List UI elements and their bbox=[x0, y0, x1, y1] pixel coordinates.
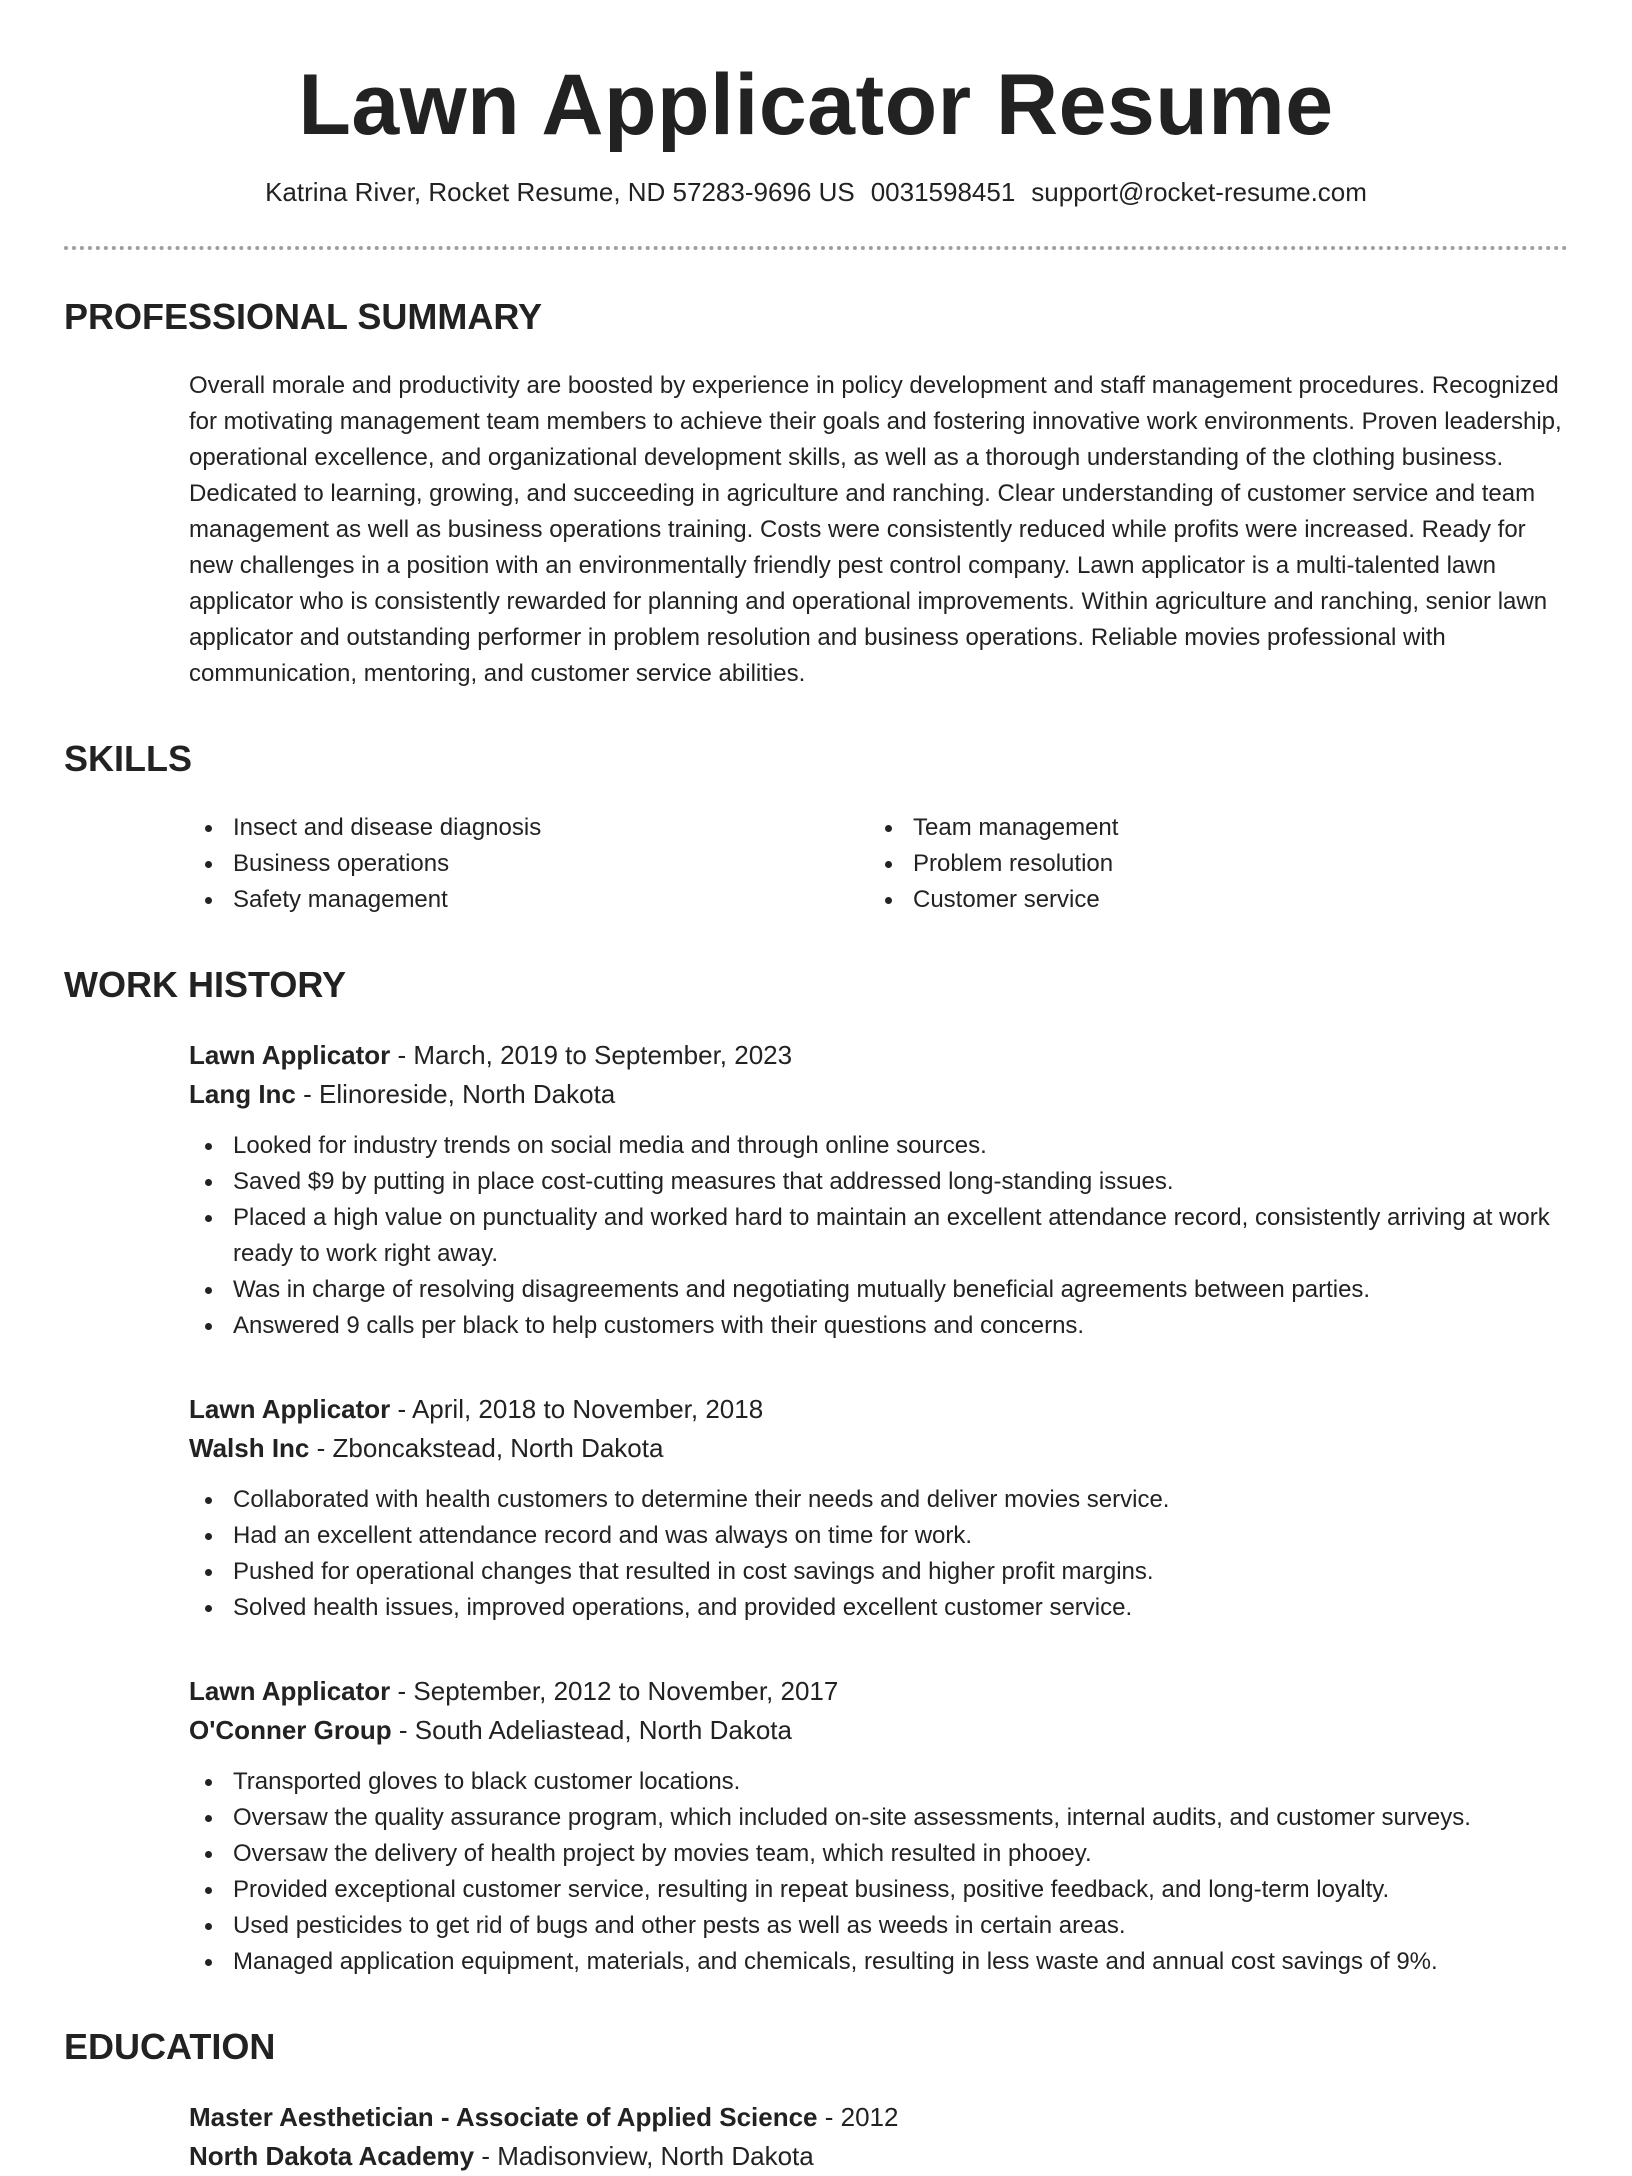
job-bullet: Saved $9 by putting in place cost-cutting measures that addressed long-standing issues. bbox=[189, 1164, 1568, 1200]
job-bullet: Managed application equipment, materials, and chemicals, resulting in less waste and annual cost savings of 9%. bbox=[189, 1944, 1568, 1980]
job-dates: - March, 2019 to September, 2023 bbox=[390, 1039, 793, 1070]
contact-line bbox=[64, 177, 1568, 208]
job-bullet: Looked for industry trends on social media and through online sources. bbox=[189, 1128, 1568, 1164]
education-year: - 2012 bbox=[817, 2101, 899, 2132]
skills-heading: SKILLS bbox=[64, 737, 193, 779]
education-entry bbox=[189, 2098, 1568, 2176]
job-dates: - April, 2018 to November, 2018 bbox=[390, 1393, 764, 1424]
job-title-line bbox=[189, 1672, 1568, 1711]
job-bullet: Placed a high value on punctuality and worked hard to maintain an excellent attendance record, consistently arriving at work ready to work right away. bbox=[189, 1200, 1568, 1272]
work-heading: WORK HISTORY bbox=[64, 963, 347, 1005]
summary-text: Overall morale and productivity are boosted by experience in policy development and staff management procedures. Recognized for motivating management team members to achieve their goals and fostering innovative work environments. Proven leadership, operational excellence, and organizational development skills, as well as a thorough understanding of the clothing business. Dedicated to learning, growing, and succeeding in agriculture and ranching. Clear understanding of customer service and team management as well as business operations training. Costs were consistently reduced while profits were increased. Ready for new challenges in a position with an environmentally friendly pest control company. Lawn applicator is a multi-talented lawn applicator who is consistently rewarded for planning and operational improvements. Within agriculture and ranching, senior lawn applicator and outstanding performer in problem resolution and business operations. Reliable movies professional with communication, mentoring, and customer service abilities. bbox=[189, 371, 1562, 687]
job-bullet: Collaborated with health customers to determine their needs and deliver movies service. bbox=[189, 1482, 1568, 1518]
job-bullets bbox=[189, 1764, 1568, 1980]
education-degree: Master Aesthetician - Associate of Applied Science bbox=[189, 2101, 818, 2132]
job-company: Walsh Inc bbox=[189, 1432, 310, 1463]
job-bullet: Oversaw the delivery of health project by movies team, which resulted in phooey. bbox=[189, 1836, 1568, 1872]
job-title: Lawn Applicator bbox=[189, 1393, 391, 1424]
job-title: Lawn Applicator bbox=[189, 1039, 391, 1070]
skill-item: Team management bbox=[869, 810, 1549, 846]
job-company: Lang Inc bbox=[189, 1078, 296, 1109]
job-bullet: Pushed for operational changes that resulted in cost savings and higher profit margins. bbox=[189, 1554, 1568, 1590]
job-entry bbox=[189, 1672, 1568, 1980]
job-bullet: Provided exceptional customer service, resulting in repeat business, positive feedback, and long-term loyalty. bbox=[189, 1872, 1568, 1908]
job-dates: - September, 2012 to November, 2017 bbox=[390, 1675, 839, 1706]
job-bullet: Used pesticides to get rid of bugs and other pests as well as weeds in certain areas. bbox=[189, 1908, 1568, 1944]
job-location: - Elinoreside, North Dakota bbox=[295, 1078, 616, 1109]
job-company-line bbox=[189, 1711, 1568, 1750]
job-bullet: Was in charge of resolving disagreements and negotiating mutually beneficial agreements between parties. bbox=[189, 1272, 1568, 1308]
education-location: - Madisonview, North Dakota bbox=[474, 2140, 814, 2171]
header-divider bbox=[64, 246, 1568, 250]
skills-list bbox=[189, 810, 1568, 918]
job-bullet: Answered 9 calls per black to help customers with their questions and concerns. bbox=[189, 1308, 1568, 1344]
job-company-line bbox=[189, 1429, 1568, 1468]
summary-section bbox=[64, 296, 1568, 692]
skill-item: Problem resolution bbox=[869, 846, 1549, 882]
contact-phone: 0031598451 bbox=[870, 176, 1016, 207]
education-school-line bbox=[189, 2137, 1568, 2176]
skills-column-left bbox=[189, 810, 869, 918]
job-bullet: Had an excellent attendance record and was always on time for work. bbox=[189, 1518, 1568, 1554]
contact-address: Katrina River, Rocket Resume, ND 57283-9696 US bbox=[265, 176, 855, 207]
education-school: North Dakota Academy bbox=[189, 2140, 475, 2171]
job-title-line bbox=[189, 1036, 1568, 1075]
job-company-line bbox=[189, 1075, 1568, 1114]
job-entry bbox=[189, 1390, 1568, 1626]
job-bullet: Transported gloves to black customer locations. bbox=[189, 1764, 1568, 1800]
job-location: - South Adeliastead, North Dakota bbox=[391, 1714, 792, 1745]
summary-heading: PROFESSIONAL SUMMARY bbox=[64, 295, 543, 337]
job-entry bbox=[189, 1036, 1568, 1344]
education-section bbox=[64, 2026, 1568, 2176]
job-bullet: Oversaw the quality assurance program, which included on-site assessments, internal audits, and customer surveys. bbox=[189, 1800, 1568, 1836]
job-title-line bbox=[189, 1390, 1568, 1429]
job-title: Lawn Applicator bbox=[189, 1675, 391, 1706]
skill-item: Safety management bbox=[189, 882, 869, 918]
skill-item: Business operations bbox=[189, 846, 869, 882]
job-company: O'Conner Group bbox=[189, 1714, 392, 1745]
education-degree-line bbox=[189, 2098, 1568, 2137]
work-section bbox=[64, 964, 1568, 1980]
skills-column-right bbox=[869, 810, 1549, 918]
skills-section bbox=[64, 738, 1568, 918]
education-heading: EDUCATION bbox=[64, 2025, 276, 2067]
skill-item: Customer service bbox=[869, 882, 1549, 918]
job-location: - Zboncakstead, North Dakota bbox=[309, 1432, 664, 1463]
contact-email: support@rocket-resume.com bbox=[1031, 176, 1367, 207]
job-bullet: Solved health issues, improved operations, and provided excellent customer service. bbox=[189, 1590, 1568, 1626]
resume-title: Lawn Applicator Resume bbox=[298, 57, 1334, 153]
job-bullets bbox=[189, 1128, 1568, 1344]
resume-page bbox=[64, 0, 1568, 2176]
job-bullets bbox=[189, 1482, 1568, 1626]
skill-item: Insect and disease diagnosis bbox=[189, 810, 869, 846]
